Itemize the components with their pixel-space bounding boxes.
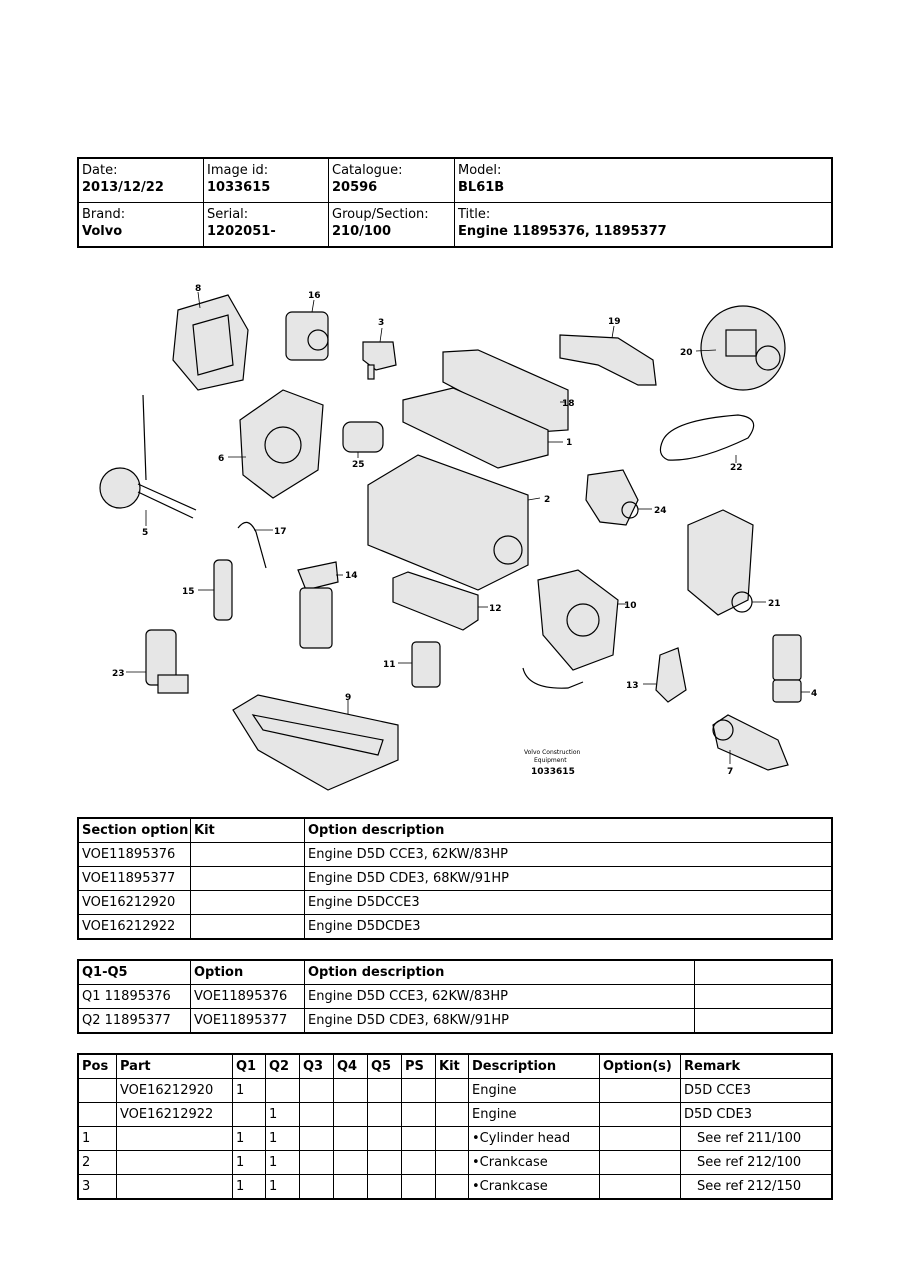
callout-19: 19 [608, 317, 621, 327]
col-header-q4: Q4 [334, 1055, 368, 1079]
part-2-crankcase [368, 455, 540, 590]
parts-table [78, 1054, 832, 1199]
callout-13: 13 [626, 681, 639, 691]
callout-21: 21 [768, 599, 781, 609]
date-value: 2013/12/22 [82, 180, 164, 195]
callout-16: 16 [308, 291, 321, 301]
diagram-image-number: 1033615 [531, 767, 575, 777]
col-header-q3: Q3 [300, 1055, 334, 1079]
title-cell: Title: Engine 11895376, 11895377 [455, 203, 832, 247]
col-header-kit: Kit [191, 819, 305, 843]
brand-cell: Brand: Volvo [79, 203, 204, 247]
image-id-value: 1033615 [207, 180, 271, 195]
section-option-table [78, 818, 832, 939]
callout-24: 24 [654, 506, 667, 516]
col-header-description: Description [469, 1055, 600, 1079]
part-22-belt [660, 415, 753, 463]
serial-cell: Serial: 1202051- [204, 203, 329, 247]
catalogue-value: 20596 [332, 180, 378, 195]
group-section-value: 210/100 [332, 224, 392, 239]
part-6-timing-cover [228, 390, 323, 498]
part-16 [286, 300, 328, 360]
part-5-camshaft [100, 395, 196, 526]
callout-6: 6 [218, 454, 225, 464]
part-13 [643, 648, 686, 702]
callout-25: 25 [352, 460, 365, 470]
col-header-q1-q5: Q1-Q5 [79, 961, 191, 985]
table-row: Q2 11895377 VOE11895377 Engine D5D CDE3, 68KW/91HP [79, 1009, 832, 1033]
engine-exploded-diagram [78, 270, 832, 805]
callout-14: 14 [345, 571, 358, 581]
col-header-kit: Kit [436, 1055, 469, 1079]
part-21-thermostat-housing [688, 510, 766, 615]
callout-22: 22 [730, 463, 743, 473]
callout-3: 3 [378, 318, 385, 328]
callout-15: 15 [182, 587, 195, 597]
image-id-cell: Image id: 1033615 [204, 159, 329, 203]
callout-18: 18 [562, 399, 575, 409]
col-header-q2: Q2 [266, 1055, 300, 1079]
col-header-option: Option [191, 961, 305, 985]
part-14-oil-filter-bracket [298, 562, 343, 648]
part-4-liner-piston [773, 635, 810, 702]
col-header-options: Option(s) [600, 1055, 681, 1079]
model-value: BL61B [458, 180, 505, 195]
callout-23: 23 [112, 669, 125, 679]
table-row: 2 1 1 •Crankcase See ref 212/100 [79, 1151, 832, 1175]
col-header-ps: PS [402, 1055, 436, 1079]
table-row: VOE16212922 Engine D5DCDE3 [79, 915, 832, 939]
brand-value: Volvo [82, 224, 123, 239]
callout-11: 11 [383, 660, 396, 670]
table-row: 3 1 1 •Crankcase See ref 212/150 [79, 1175, 832, 1199]
part-7-crankshaft [713, 715, 788, 770]
part-9-oil-pan [233, 695, 398, 790]
col-header-option-description: Option description [305, 961, 695, 985]
part-8-flywheel-housing [173, 292, 248, 390]
diagram-caption-line1: Volvo Construction [524, 749, 581, 756]
callout-10: 10 [624, 601, 637, 611]
part-23-fuel-pump [126, 630, 188, 693]
callout-8: 8 [195, 284, 202, 294]
col-header-section-option: Section option [79, 819, 191, 843]
part-20-turbocharger [696, 306, 785, 390]
table-row: VOE16212922 1 Engine D5D CDE3 [79, 1103, 832, 1127]
callout-20: 20 [680, 348, 693, 358]
part-24 [586, 470, 652, 525]
group-section-cell: Group/Section: 210/100 [329, 203, 455, 247]
callout-2: 2 [544, 495, 551, 505]
diagram-caption-line2: Equipment [534, 757, 567, 764]
serial-value: 1202051- [207, 224, 276, 239]
part-17-15-injector [198, 522, 273, 620]
table-row: Q1 11895376 VOE11895376 Engine D5D CCE3, 62KW/83HP [79, 985, 832, 1009]
col-header-pos: Pos [79, 1055, 117, 1079]
title-value: Engine 11895376, 11895377 [458, 224, 667, 239]
callout-1: 1 [566, 438, 573, 448]
col-header-option-description: Option description [305, 819, 832, 843]
table-row: VOE11895377 Engine D5D CDE3, 68KW/91HP [79, 867, 832, 891]
part-3 [363, 328, 396, 379]
col-header-part: Part [117, 1055, 233, 1079]
part-19-exhaust-manifold [560, 326, 656, 385]
callout-4: 4 [811, 689, 818, 699]
callout-9: 9 [345, 693, 352, 703]
col-header-q5: Q5 [368, 1055, 402, 1079]
part-25-starter [343, 422, 383, 458]
date-cell: Date: 2013/12/22 [79, 159, 204, 203]
table-row: VOE11895376 Engine D5D CCE3, 62KW/83HP [79, 843, 832, 867]
callout-7: 7 [727, 767, 734, 777]
q-option-table [78, 960, 832, 1033]
part-10-front-cover [523, 570, 626, 688]
col-header-q1: Q1 [233, 1055, 266, 1079]
catalogue-cell: Catalogue: 20596 [329, 159, 455, 203]
col-header-remark: Remark [681, 1055, 832, 1079]
callout-17: 17 [274, 527, 287, 537]
header-table [78, 158, 832, 247]
callout-12: 12 [489, 604, 502, 614]
callout-5: 5 [142, 528, 149, 538]
model-cell: Model: BL61B [455, 159, 832, 203]
table-row: VOE16212920 1 Engine D5D CCE3 [79, 1079, 832, 1103]
table-row: 1 1 1 •Cylinder head See ref 211/100 [79, 1127, 832, 1151]
part-11-filter [398, 642, 440, 687]
col-header-blank [695, 961, 832, 985]
table-row: VOE16212920 Engine D5DCCE3 [79, 891, 832, 915]
